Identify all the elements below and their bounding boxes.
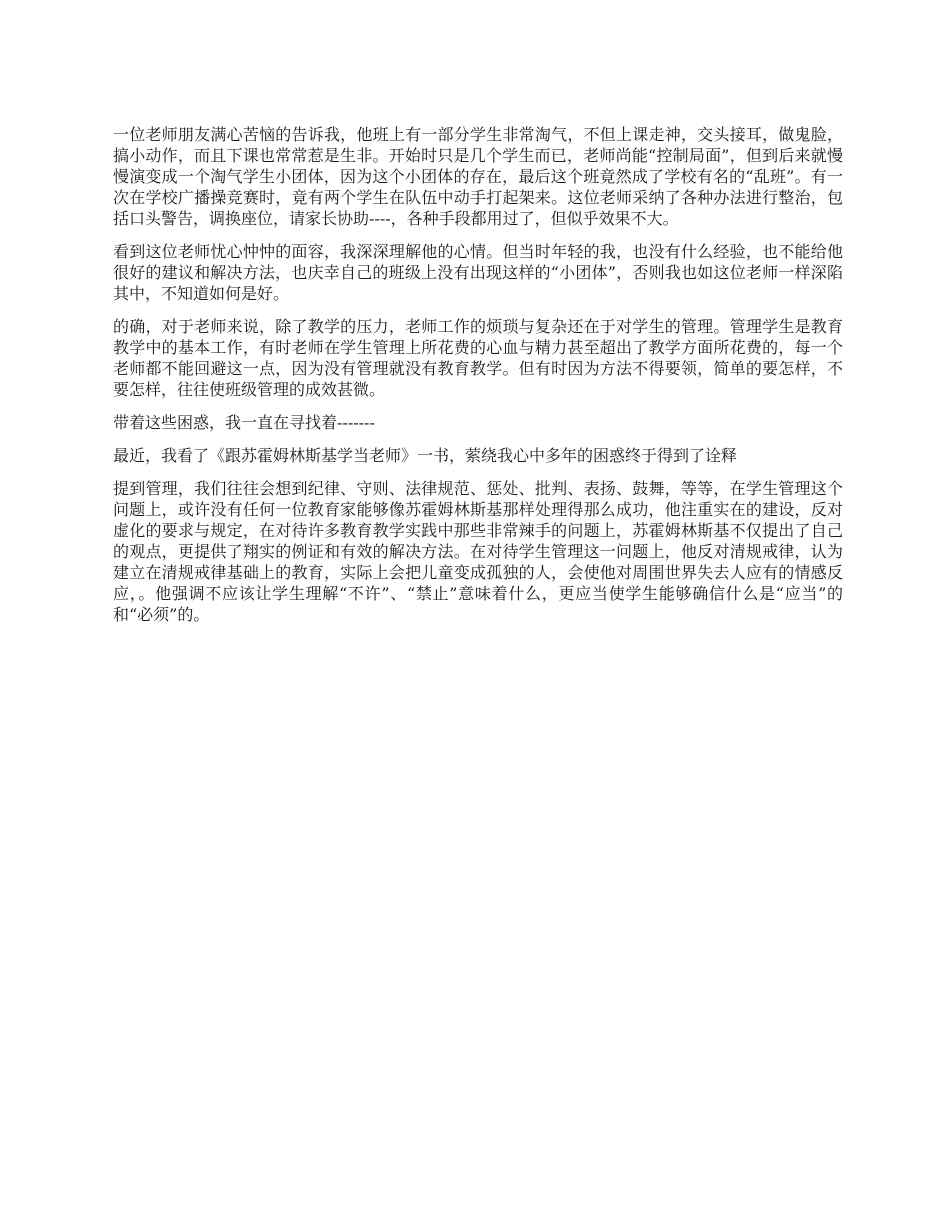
paragraph: 一位老师朋友满心苦恼的告诉我，他班上有一部分学生非常淘气，不但上课走神，交头接耳，做鬼脸，搞小动作，而且下课也常常惹是生非。开始时只是几个学生而已，老师尚能“控制局面”，但到后来就慢慢演变成一个淘气学生小团体，因为这个小团体的存在，最后这个班竟然成了学校有名的“乱班”。有一次在学校广播操竞赛时，竟有两个学生在队伍中动手打起架来。这位老师采纳了各种办法进行整治，包括口头警告，调换座位，请家长协助----，各种手段都用过了，但似乎效果不大。 [113, 125, 843, 228]
paragraph: 看到这位老师忧心忡忡的面容，我深深理解他的心情。但当时年轻的我，也没有什么经验，也不能给他很好的建议和解决方法，也庆幸自己的班级上没有出现这样的“小团体”，否则我也如这位老师一样深陷其中，不知道如何是好。 [113, 242, 843, 303]
paragraph: 提到管理，我们往往会想到纪律、守则、法律规范、惩处、批判、表扬、鼓舞，等等，在学生管理这个问题上，或许没有任何一位教育家能够像苏霍姆林斯基那样处理得那么成功，他注重实在的建设，反对虚化的要求与规定，在对待许多教育教学实践中那些非常辣手的问题上，苏霍姆林斯基不仅提出了自己的观点，更提供了翔实的例证和有效的解决方法。在对待学生管理这一问题上，他反对清规戒律，认为建立在清规戒律基础上的教育，实际上会把儿童变成孤独的人，会使他对周围世界失去人应有的情感反应，。他强调不应该让学生理解“不许”、“禁止”意味着什么，更应当使学生能够确信什么是“应当”的和“必须”的。 [113, 479, 843, 624]
paragraph: 的确，对于老师来说，除了教学的压力，老师工作的烦琐与复杂还在于对学生的管理。管理学生是教育教学中的基本工作，有时老师在学生管理上所花费的心血与精力甚至超出了教学方面所花费的，每一个老师都不能回避这一点，因为没有管理就没有教育教学。但有时因为方法不得要领，简单的要怎样，不要怎样，往往使班级管理的成效甚微。 [113, 317, 843, 399]
paragraph: 最近，我看了《跟苏霍姆林斯基学当老师》一书，萦绕我心中多年的困惑终于得到了诠释 [113, 446, 738, 465]
paragraph: 带着这些困惑，我一直在寻找着------- [113, 413, 375, 432]
document-body [113, 124, 843, 637]
